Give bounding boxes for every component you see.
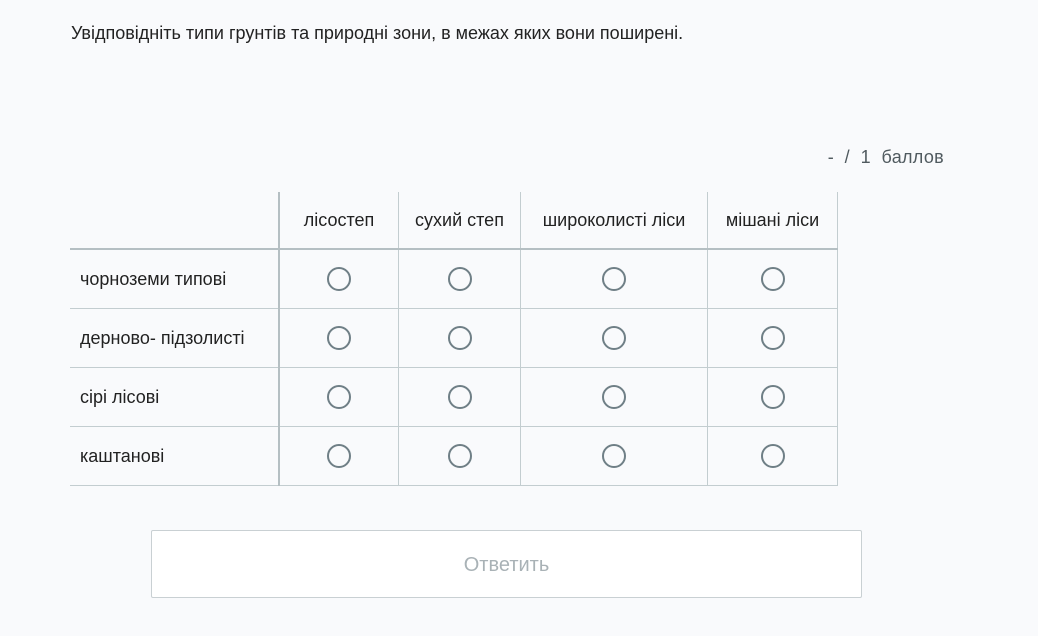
radio-button[interactable] bbox=[327, 326, 351, 350]
row-label-dernovo-pidzolysti: дерново- підзолисті bbox=[70, 309, 279, 368]
matrix-cell bbox=[399, 368, 521, 427]
matrix-cell bbox=[521, 309, 708, 368]
radio-button[interactable] bbox=[448, 326, 472, 350]
matrix-cell bbox=[708, 368, 838, 427]
row-label-siri-lisovi: сірі лісові bbox=[70, 368, 279, 427]
radio-button[interactable] bbox=[327, 267, 351, 291]
matrix-cell bbox=[521, 427, 708, 486]
matching-matrix bbox=[70, 192, 838, 486]
row-label-kashtanovi: каштанові bbox=[70, 427, 279, 486]
radio-button[interactable] bbox=[602, 444, 626, 468]
score-unit: баллов bbox=[881, 147, 944, 167]
radio-button[interactable] bbox=[761, 267, 785, 291]
radio-button[interactable] bbox=[761, 444, 785, 468]
radio-button[interactable] bbox=[448, 444, 472, 468]
radio-button[interactable] bbox=[327, 444, 351, 468]
score-separator: / bbox=[844, 147, 850, 167]
column-header-lisostep: лісостеп bbox=[279, 192, 399, 249]
column-header-mishani-lisy: мішані ліси bbox=[708, 192, 838, 249]
score-display bbox=[828, 146, 944, 168]
column-header-shyrokolysti-lisy: широколисті ліси bbox=[521, 192, 708, 249]
radio-button[interactable] bbox=[602, 326, 626, 350]
matrix-header-row bbox=[70, 192, 838, 249]
radio-button[interactable] bbox=[327, 385, 351, 409]
matrix-cell bbox=[279, 427, 399, 486]
matrix-cell bbox=[279, 309, 399, 368]
matrix-row bbox=[70, 427, 838, 486]
matrix-cell bbox=[399, 427, 521, 486]
score-max: 1 bbox=[860, 147, 871, 167]
matrix-cell bbox=[279, 249, 399, 309]
row-label-chornozemy-typovi: чорноземи типові bbox=[70, 249, 279, 309]
matrix-cell bbox=[399, 249, 521, 309]
radio-button[interactable] bbox=[761, 385, 785, 409]
matrix-row bbox=[70, 368, 838, 427]
radio-button[interactable] bbox=[761, 326, 785, 350]
matrix-corner-cell bbox=[70, 192, 279, 249]
matrix-cell bbox=[279, 368, 399, 427]
matrix-cell bbox=[521, 368, 708, 427]
matrix-row bbox=[70, 309, 838, 368]
matrix-cell bbox=[399, 309, 521, 368]
radio-button[interactable] bbox=[602, 267, 626, 291]
column-header-sukhyi-step: сухий степ bbox=[399, 192, 521, 249]
question-text: Увідповідніть типи грунтів та природні зони, в межах яких вони поширені. bbox=[71, 23, 684, 43]
radio-button[interactable] bbox=[448, 267, 472, 291]
matrix-cell bbox=[708, 427, 838, 486]
radio-button[interactable] bbox=[602, 385, 626, 409]
radio-button[interactable] bbox=[448, 385, 472, 409]
matrix-cell bbox=[521, 249, 708, 309]
submit-answer-button[interactable]: Ответить bbox=[151, 530, 862, 598]
matrix-cell bbox=[708, 309, 838, 368]
score-earned: - bbox=[827, 147, 835, 167]
matrix-cell bbox=[708, 249, 838, 309]
matrix-row bbox=[70, 249, 838, 309]
